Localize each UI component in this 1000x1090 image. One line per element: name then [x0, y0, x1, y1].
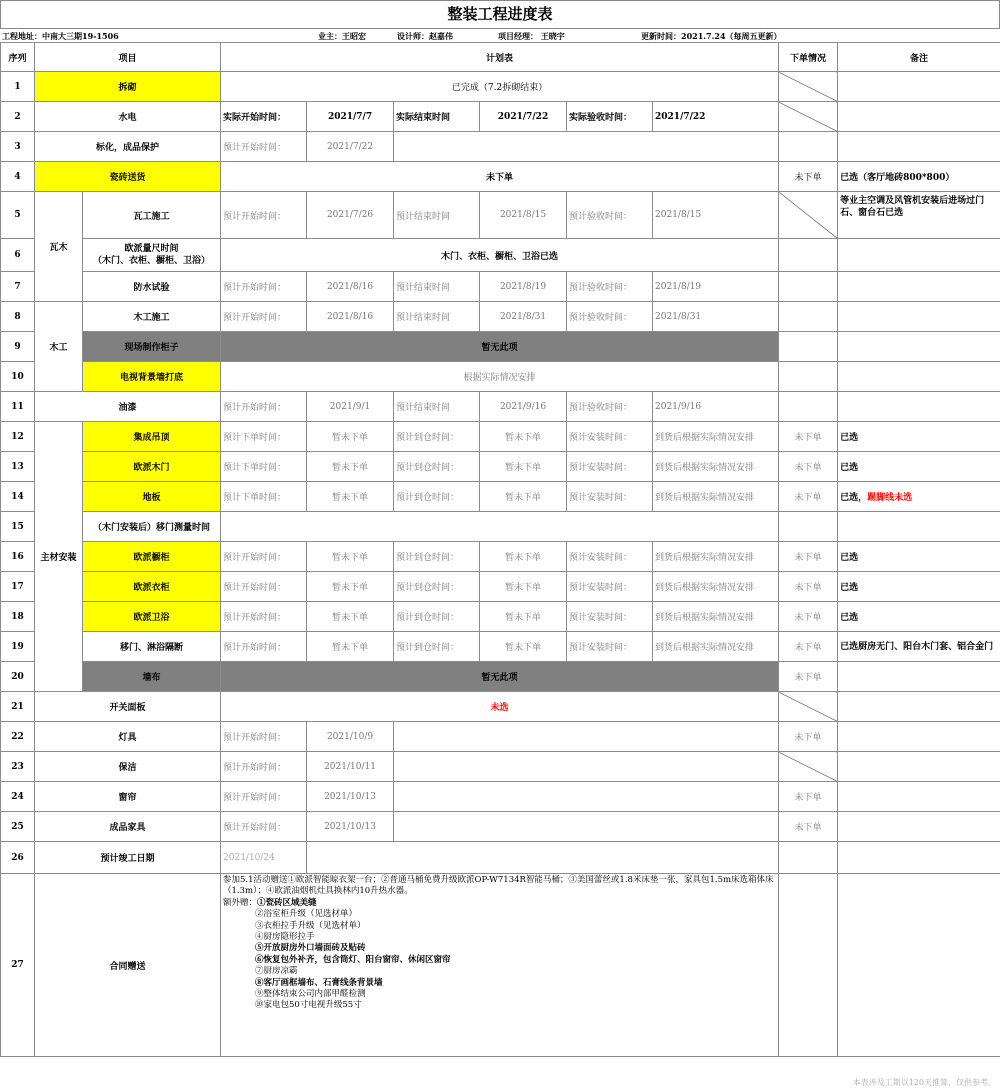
- group-zc: 主材安装: [35, 422, 83, 692]
- table-row: 23 保洁 预计开始时间： 2021/10/11: [1, 752, 1000, 782]
- update-time: 更新时间：2021.7.24（每周五更新）: [641, 31, 782, 41]
- group-wa: 瓦木: [35, 192, 83, 302]
- table-row: 16 欧派橱柜 预计开始时间： 暂未下单 预计到仓时间： 暂未下单 预计安装时间： 到货后根据实际情况安排 未下单 已选: [1, 542, 1000, 572]
- table-row: 4 瓷砖送货 未下单 未下单 已选（客厅地砖800*800）: [1, 162, 1000, 192]
- project-manager: 项目经理： 王晓宇: [498, 31, 565, 41]
- table-row: 9 现场制作柜子 暂无此项: [1, 332, 1000, 362]
- table-row: 7 防水试验 预计开始时间： 2021/8/16 预计结束时间 2021/8/19 预计验收时间： 2021/8/19: [1, 272, 1000, 302]
- header-seq: 序列: [1, 43, 35, 72]
- table-row: 20 墙布 暂无此项 未下单: [1, 662, 1000, 692]
- project-address: 工程地址：中南大三期19-1506: [2, 31, 119, 41]
- group-mu: 木工: [35, 302, 83, 392]
- table-row: 12 主材安装 集成吊顶 预计下单时间： 暂未下单 预计到仓时间： 暂未下单 预计安装时间： 到货后根据实际情况安排 未下单 已选: [1, 422, 1000, 452]
- table-row: 22 灯具 预计开始时间： 2021/10/9 未下单: [1, 722, 1000, 752]
- table-row: 15 （木门安装后）移门测量时间: [1, 512, 1000, 542]
- project-designer: 设计师：赵嘉伟: [397, 31, 453, 41]
- table-row: 11 油漆 预计开始时间： 2021/9/1 预计结束时间 2021/9/16 预计验收时间： 2021/9/16: [1, 392, 1000, 422]
- page-title: 整装工程进度表: [0, 0, 1000, 29]
- table-row: 21 开关面板 未选: [1, 692, 1000, 722]
- table-row: 19 移门、淋浴隔断 预计开始时间： 暂未下单 预计到仓时间： 暂未下单 预计安装时间： 到货后根据实际情况安排 未下单 已选厨房无门、阳台木门套、铝合金门: [1, 632, 1000, 662]
- table-header: [1, 43, 1000, 72]
- table-row: 26 预计竣工日期 2021/10/24: [1, 842, 1000, 874]
- table-row: 2 水电 实际开始时间： 2021/7/7 实际结束时间 2021/7/22 实际验收时间： 2021/7/22: [1, 102, 1000, 132]
- table-row: 6 欧派量尺时间 （木门、衣柜、橱柜、卫浴） 木门、衣柜、橱柜、卫浴已选: [1, 239, 1000, 272]
- progress-table: [0, 42, 1000, 1057]
- table-row: 13 欧派木门 预计下单时间： 暂未下单 预计到仓时间： 暂未下单 预计安装时间： 到货后根据实际情况安排 未下单 已选: [1, 452, 1000, 482]
- table-row: 10 电视背景墙打底 根据实际情况安排: [1, 362, 1000, 392]
- table-row: 14 地板 预计下单时间： 暂未下单 预计到仓时间： 暂未下单 预计安装时间： 到货后根据实际情况安排 未下单 已选，踢脚线未选: [1, 482, 1000, 512]
- table-row: 17 欧派衣柜 预计开始时间： 暂未下单 预计到仓时间： 暂未下单 预计安装时间： 到货后根据实际情况安排 未下单 已选: [1, 572, 1000, 602]
- table-row: 27 合同赠送 参加5.1活动赠送①欧派智能晾衣架一台；②普通马桶免费升级欧派OP-W7134R智能马桶；③美国蕾丝或1.8米床垫一张，家具包1.5m床选箱体床（1.3m）；④欧派油烟机灶具换林内10升热水器。 额外赠：①瓷砖区域美缝 ②浴室柜升级（见选材单） ③衣柜拉手升级（见选材单） ④厨房隐形拉手 ⑤开放厨房外口墙面砖及贴砖 ⑥恢复包外补齐，包含筒灯、阳台窗帘、休闲区窗帘 ⑦厨房凉霸 ⑧客厅画框墙布、石膏线条背景墙 ⑨整体结束公司内部甲醛检测 ⑩家电包50寸电视升级55寸: [1, 874, 1000, 1057]
- project-owner: 业主：王昭宏: [318, 31, 366, 41]
- table-row: 5 瓦木 瓦工施工 预计开始时间： 2021/7/26 预计结束时间 2021/8/15 预计验收时间： 2021/8/15 等业主空调及风管机安装后进场过门石、窗台石已选: [1, 192, 1000, 239]
- table-row: 18 欧派卫浴 预计开始时间： 暂未下单 预计到仓时间： 暂未下单 预计安装时间： 到货后根据实际情况安排 未下单 已选: [1, 602, 1000, 632]
- footer-note: 本表涉及工期以120天推算，仅供参考。: [852, 1078, 996, 1087]
- project-info-bar: [0, 28, 1000, 42]
- gift-list: 参加5.1活动赠送①欧派智能晾衣架一台；②普通马桶免费升级欧派OP-W7134R智能马桶；③美国蕾丝或1.8米床垫一张，家具包1.5m床选箱体床（1.3m）；④欧派油烟机灶具换林内10升热水器。 额外赠：①瓷砖区域美缝 ②浴室柜升级（见选材单） ③衣柜拉手升级（见选材单） ④厨房隐形拉手 ⑤开放厨房外口墙面砖及贴砖 ⑥恢复包外补齐，包含筒灯、阳台窗帘、休闲区窗帘 ⑦厨房凉霸 ⑧客厅画框墙布、石膏线条背景墙 ⑨整体结束公司内部甲醛检测 ⑩家电包50寸电视升级55寸: [221, 874, 779, 1057]
- header-remark: 备注: [838, 43, 1000, 72]
- table-row: 25 成品家具 预计开始时间： 2021/10/13 未下单: [1, 812, 1000, 842]
- header-plan: 计划表: [221, 43, 779, 72]
- table-row: 24 窗帘 预计开始时间： 2021/10/13 未下单: [1, 782, 1000, 812]
- table-row: 3 标化，成品保护 预计开始时间： 2021/7/22: [1, 132, 1000, 162]
- table-row: 1 拆砌 已完成（7.2拆砌结束）: [1, 72, 1000, 102]
- table-row: 8 木工 木工施工 预计开始时间： 2021/8/16 预计结束时间 2021/8/31 预计验收时间： 2021/8/31: [1, 302, 1000, 332]
- header-item: 项目: [35, 43, 221, 72]
- header-order: 下单情况: [779, 43, 838, 72]
